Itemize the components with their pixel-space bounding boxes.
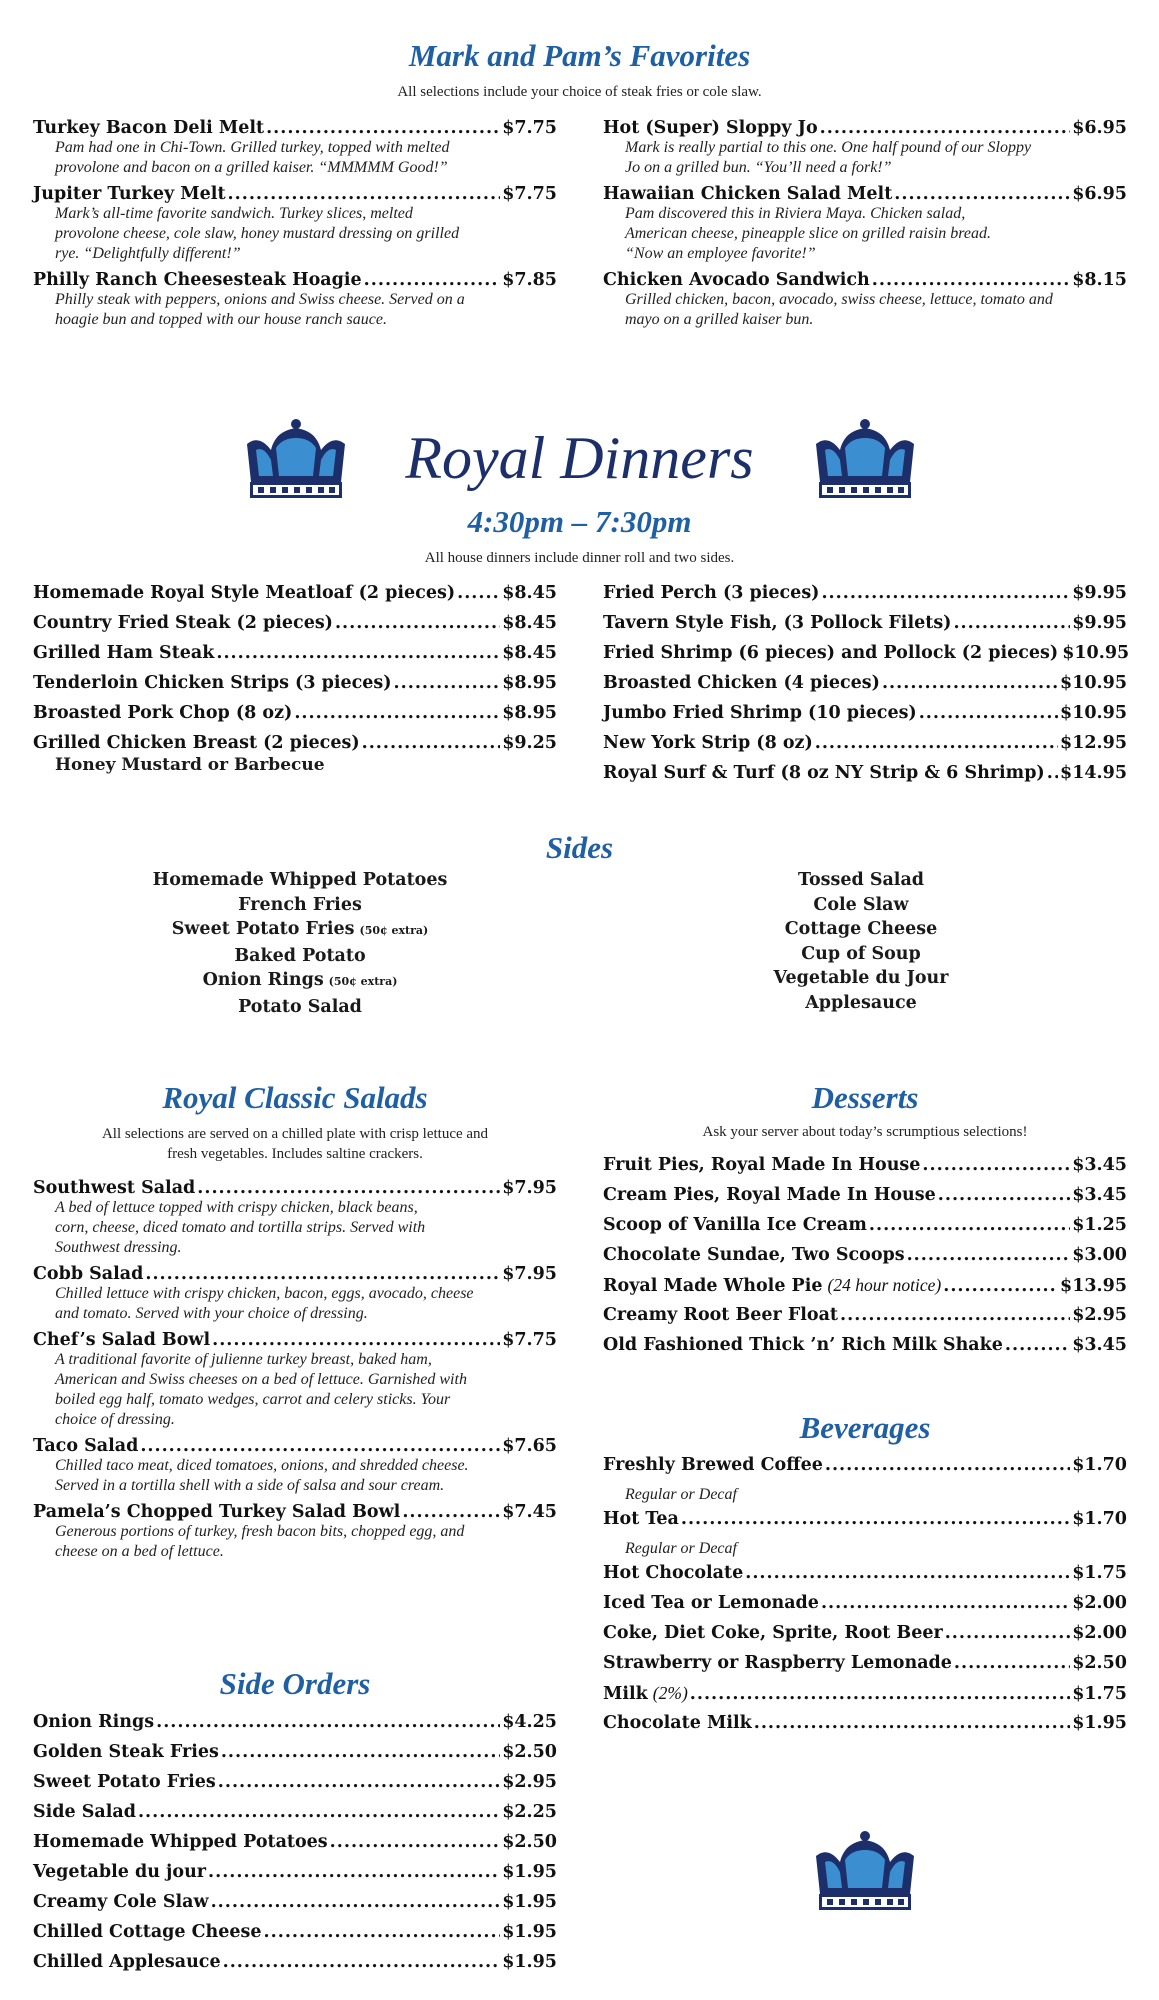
menu-item-row [33, 1436, 557, 1456]
item-name: Tenderloin Chicken Strips (3 pieces) [33, 673, 392, 693]
item-price: $9.95 [1072, 613, 1127, 633]
item-name: Jumbo Fried Shrimp (10 pieces) [603, 703, 917, 723]
item-name: Vegetable du jour [33, 1862, 207, 1882]
menu-item-row [603, 184, 1127, 204]
menu-item-row [603, 1593, 1127, 1623]
item-name: Milk [603, 1684, 648, 1704]
menu-item-row [603, 1155, 1127, 1185]
dinners-note: All house dinners include dinner roll and two sides. [424, 550, 735, 566]
item-price: $1.75 [1072, 1563, 1127, 1583]
menu-item-row [33, 1772, 557, 1802]
item-description-line: Generous portions of turkey, fresh bacon bits, chopped egg, and [55, 1523, 465, 1540]
item-name: Chilled Applesauce [33, 1952, 221, 1972]
salads-note-line: All selections are served on a chilled plate with crisp lettuce and [101, 1126, 489, 1142]
leader-dots [754, 1713, 1070, 1733]
item-name: Taco Salad [33, 1436, 139, 1456]
menu-item-row [603, 1683, 1127, 1713]
side-item-name: French Fries [238, 894, 362, 915]
dinners-right-column [603, 583, 1130, 793]
item-price: $2.50 [502, 1742, 557, 1762]
leader-dots [294, 703, 500, 723]
leader-dots [869, 1215, 1070, 1235]
menu-item-row [33, 1922, 557, 1952]
menu-item-row [33, 583, 557, 613]
item-price: $4.25 [502, 1712, 557, 1732]
leader-dots [138, 1802, 500, 1822]
menu-item-row [603, 270, 1127, 290]
item-name: Tavern Style Fish, (3 Pollock Filets) [603, 613, 952, 633]
item-name: Grilled Chicken Breast (2 pieces) [33, 733, 360, 753]
item-name: Pamela’s Chopped Turkey Salad Bowl [33, 1502, 401, 1522]
item-name: Chef’s Salad Bowl [33, 1330, 211, 1350]
item-price: $3.45 [1072, 1185, 1127, 1205]
item-name: Hot Chocolate [603, 1563, 744, 1583]
item-price: $2.25 [502, 1802, 557, 1822]
leader-dots [872, 270, 1070, 290]
item-name: Homemade Royal Style Meatloaf (2 pieces) [33, 583, 456, 603]
leader-dots [938, 1185, 1070, 1205]
item-name: Fruit Pies, Royal Made In House [603, 1155, 921, 1175]
leader-dots [943, 1276, 1058, 1296]
item-name: Fried Shrimp (6 pieces) and Pollock (2 pieces) [603, 643, 1059, 663]
item-name: Broasted Chicken (4 pieces) [603, 673, 880, 693]
item-description-line: Pam discovered this in Riviera Maya. Chicken salad, [625, 205, 966, 222]
side-orders-list [33, 1712, 557, 1982]
menu-item-row [33, 1862, 557, 1892]
item-description-line: A bed of lettuce topped with crispy chicken, black beans, [55, 1199, 418, 1216]
item-price: $8.95 [502, 673, 557, 693]
item-price: $1.75 [1072, 1684, 1127, 1704]
item-description [33, 138, 557, 178]
desserts-list [603, 1155, 1127, 1365]
side-item-name: Homemade Whipped Potatoes [152, 870, 448, 890]
side-item-name: Cottage Cheese [784, 919, 938, 939]
menu-item-row [603, 703, 1127, 733]
salads-title: Royal Classic Salads [162, 1080, 428, 1115]
item-name: New York Strip (8 oz) [603, 733, 813, 753]
salads-note-line: fresh vegetables. Includes saltine crackers. [167, 1146, 423, 1162]
item-price: $2.50 [1072, 1653, 1127, 1673]
menu-item-row [603, 1305, 1127, 1335]
side-item [100, 944, 500, 969]
menu-item-row [603, 613, 1127, 643]
menu-item-row [33, 1178, 557, 1198]
leader-dots [815, 733, 1058, 753]
menu-item-row [603, 643, 1130, 673]
item-price: $6.95 [1072, 118, 1127, 138]
item-description-line: “Now an employee favorite!” [625, 245, 816, 262]
leader-dots [208, 1862, 500, 1882]
menu-item-row [33, 643, 557, 673]
item-description [33, 1456, 557, 1496]
item-price: $2.00 [1072, 1623, 1127, 1643]
item-price: $8.95 [502, 703, 557, 723]
item-name: Scoop of Vanilla Ice Cream [603, 1215, 867, 1235]
side-item-name: Onion Rings [202, 970, 324, 990]
item-name: Chocolate Milk [603, 1713, 752, 1733]
item-name: Hot (Super) Sloppy Jo [603, 118, 818, 138]
item-description-line: rye. “Delightfully different!” [55, 245, 241, 262]
item-description-line: cheese on a bed of lettuce. [55, 1543, 224, 1560]
item-note: (2%) [652, 1683, 688, 1703]
item-name: Freshly Brewed Coffee [603, 1455, 823, 1475]
dinners-hours: 4:30pm – 7:30pm [467, 504, 692, 539]
side-item [661, 868, 1061, 893]
item-description-line: and tomato. Served with your choice of dressing. [55, 1305, 368, 1322]
side-item-name: Vegetable du Jour [773, 968, 949, 988]
item-price: $2.95 [502, 1772, 557, 1792]
item-name: Homemade Whipped Potatoes [33, 1832, 328, 1852]
menu-item-row [33, 1264, 557, 1284]
menu-item-row [603, 1713, 1127, 1743]
item-name: Fried Perch (3 pieces) [603, 583, 820, 603]
item-description-line: Chilled taco meat, diced tomatoes, onions, and shredded cheese. [55, 1457, 469, 1474]
item-price: $13.95 [1060, 1276, 1127, 1296]
item-name: Strawberry or Raspberry Lemonade [603, 1653, 952, 1673]
item-description-line: American and Swiss cheeses on a bed of lettuce. Garnished with [55, 1371, 467, 1388]
leader-dots [882, 673, 1058, 693]
item-price: $14.95 [1060, 763, 1127, 783]
menu-item-row [33, 118, 557, 138]
item-name: Iced Tea or Lemonade [603, 1593, 819, 1613]
item-price: $3.00 [1072, 1245, 1127, 1265]
item-name: Royal Surf & Turf (8 oz NY Strip & 6 Shrimp) [603, 763, 1045, 783]
menu-item-row [33, 703, 557, 733]
item-price: $7.95 [502, 1264, 557, 1284]
item-name: Sweet Potato Fries [33, 1772, 216, 1792]
salads-list [33, 1178, 557, 1568]
item-price: $2.00 [1072, 1593, 1127, 1613]
leader-dots [825, 1455, 1070, 1475]
item-description-line: mayo on a grilled kaiser bun. [625, 311, 814, 328]
item-price: $1.25 [1072, 1215, 1127, 1235]
sides-title: Sides [545, 830, 614, 865]
item-name: Chilled Cottage Cheese [33, 1922, 262, 1942]
side-item-name: Sweet Potato Fries [171, 919, 355, 939]
item-description [603, 138, 1127, 178]
item-name: Turkey Bacon Deli Melt [33, 118, 265, 138]
dinner-sauce-options: Honey Mustard or Barbecue [55, 755, 325, 775]
side-item-extra: (50¢ extra) [328, 975, 398, 988]
leader-dots [266, 118, 500, 138]
leader-dots [1047, 763, 1058, 783]
menu-item-row [33, 1952, 557, 1982]
menu-item-row [603, 1455, 1127, 1485]
leader-dots [402, 1502, 500, 1522]
item-price: $8.45 [502, 643, 557, 663]
item-description-line: boiled egg half, tomato wedges, carrot and celery sticks. Your [55, 1391, 451, 1408]
item-price: $7.45 [502, 1502, 557, 1522]
side-item [100, 968, 500, 995]
item-price: $8.45 [502, 613, 557, 633]
menu-item-row [603, 1509, 1127, 1539]
item-description [33, 1198, 557, 1258]
leader-dots [820, 118, 1071, 138]
item-description-line: hoagie bun and topped with our house ranch sauce. [55, 311, 387, 328]
item-price: $1.95 [502, 1862, 557, 1882]
menu-item-row [33, 613, 557, 643]
item-name: Coke, Diet Coke, Sprite, Root Beer [603, 1623, 943, 1643]
salads-note [33, 1124, 557, 1164]
item-price: $7.85 [502, 270, 557, 290]
item-description-line: A traditional favorite of julienne turkey breast, baked ham, [55, 1351, 432, 1368]
menu-item-row [603, 1335, 1127, 1365]
leader-dots [223, 1952, 501, 1972]
item-description [33, 290, 557, 330]
side-item-name: Potato Salad [238, 996, 362, 1017]
leader-dots [821, 1593, 1070, 1613]
item-description [33, 1522, 557, 1562]
desserts-note: Ask your server about today’s scrumptious selections! [702, 1124, 1028, 1140]
side-item [661, 991, 1061, 1016]
item-price: $1.70 [1072, 1509, 1127, 1529]
item-price: $10.95 [1060, 673, 1127, 693]
item-note: (24 hour notice) [827, 1275, 942, 1295]
side-orders-title: Side Orders [219, 1666, 371, 1701]
leader-dots [216, 643, 500, 663]
item-price: $10.95 [1062, 643, 1130, 663]
side-item [100, 868, 500, 893]
item-description-line: provolone and bacon on a grilled kaiser. “MMMMM Good!” [55, 159, 448, 176]
item-description-line: corn, cheese, diced tomato and tortilla strips. Served with [55, 1219, 426, 1236]
item-description-line: Grilled chicken, bacon, avocado, swiss cheese, lettuce, tomato and [625, 291, 1053, 308]
menu-item-row [33, 1892, 557, 1922]
item-price: $3.45 [1072, 1335, 1127, 1355]
menu-item-row [603, 1563, 1127, 1593]
leader-dots [457, 583, 500, 603]
leader-dots [919, 703, 1058, 723]
dinners-left-column [33, 583, 557, 775]
item-description-line: Philly steak with peppers, onions and Swiss cheese. Served on a [55, 291, 465, 308]
side-item [100, 917, 500, 944]
item-price: $1.95 [502, 1922, 557, 1942]
item-name: Creamy Root Beer Float [603, 1305, 839, 1325]
menu-item-row [603, 1623, 1127, 1653]
leader-dots [954, 1653, 1070, 1673]
item-description-line: Jo on a grilled bun. “You’ll need a fork!” [625, 159, 892, 176]
side-item [100, 995, 500, 1020]
beverages-title: Beverages [799, 1410, 931, 1445]
item-subtext: Regular or Decaf [625, 1486, 737, 1503]
leader-dots [745, 1563, 1070, 1583]
item-price: $7.75 [502, 1330, 557, 1350]
sides-left-list [100, 868, 500, 1019]
item-name: Cream Pies, Royal Made In House [603, 1185, 936, 1205]
item-description-line: choice of dressing. [55, 1411, 175, 1428]
item-description-line: Pam had one in Chi-Town. Grilled turkey, topped with melted [55, 139, 450, 156]
menu-item-row [603, 673, 1127, 703]
side-item [661, 917, 1061, 942]
menu-item-row [603, 1185, 1127, 1215]
side-item-name: Applesauce [805, 992, 917, 1013]
menu-item-row [603, 1245, 1127, 1275]
item-name: Onion Rings [33, 1712, 155, 1732]
item-name: Jupiter Turkey Melt [33, 184, 226, 204]
item-name: Country Fried Steak (2 pieces) [33, 613, 333, 633]
beverages-list [603, 1455, 1127, 1743]
item-name: Philly Ranch Cheesesteak Hoagie [33, 270, 362, 290]
item-description-line: provolone cheese, cole slaw, honey mustard dressing on grilled [55, 225, 460, 242]
menu-item-row [603, 118, 1127, 138]
crown-icon [812, 1828, 918, 1914]
item-description-line: Served in a tortilla shell with a side of salsa and sour cream. [55, 1477, 445, 1494]
leader-dots [690, 1684, 1070, 1704]
side-item-name: Cole Slaw [813, 894, 909, 915]
item-description [33, 204, 557, 264]
item-price: $1.95 [502, 1892, 557, 1912]
item-price: $9.25 [502, 733, 557, 753]
item-price: $9.95 [1072, 583, 1127, 603]
item-description [33, 1284, 557, 1324]
leader-dots [394, 673, 501, 693]
side-item-name: Tossed Salad [797, 870, 925, 890]
menu-item-row [603, 1215, 1127, 1245]
item-price: $7.65 [502, 1436, 557, 1456]
leader-dots [197, 1178, 500, 1198]
item-subtext: Regular or Decaf [625, 1540, 737, 1557]
leader-dots [945, 1623, 1070, 1643]
item-description-line: Chilled lettuce with crispy chicken, bacon, eggs, avocado, cheese [55, 1285, 474, 1302]
side-item [661, 966, 1061, 991]
leader-dots [907, 1245, 1071, 1265]
item-description-line: American cheese, pineapple slice on grilled raisin bread. [625, 225, 991, 242]
item-name: Chicken Avocado Sandwich [603, 270, 870, 290]
item-description-line: Mark’s all-time favorite sandwich. Turkey slices, melted [55, 205, 413, 222]
favorites-left-column [33, 116, 557, 336]
leader-dots [221, 1742, 500, 1762]
leader-dots [922, 1155, 1070, 1175]
item-price: $8.15 [1072, 270, 1127, 290]
item-price: $8.45 [502, 583, 557, 603]
leader-dots [218, 1772, 500, 1792]
menu-item-row [603, 1275, 1127, 1305]
item-description-line: Southwest dressing. [55, 1239, 182, 1256]
menu-item-row [33, 1502, 557, 1522]
leader-dots [840, 1305, 1070, 1325]
menu-item-row [603, 733, 1127, 763]
item-description [33, 1350, 557, 1430]
item-price: $2.50 [502, 1832, 557, 1852]
item-price: $1.95 [1072, 1713, 1127, 1733]
item-description [603, 204, 1127, 264]
menu-item-row [603, 763, 1127, 793]
favorites-title: Mark and Pam’s Favorites [408, 38, 751, 73]
menu-item-row [33, 673, 557, 703]
item-price: $7.95 [502, 1178, 557, 1198]
item-name: Golden Steak Fries [33, 1742, 219, 1762]
menu-item-row [603, 1653, 1127, 1683]
side-item-name: Cup of Soup [801, 943, 921, 964]
item-description [603, 290, 1127, 330]
side-item [100, 893, 500, 918]
dinners-title: Royal Dinners [405, 425, 754, 491]
item-price: $7.75 [502, 184, 557, 204]
item-price: $10.95 [1060, 703, 1127, 723]
favorites-right-column [603, 116, 1127, 336]
item-name: Broasted Pork Chop (8 oz) [33, 703, 293, 723]
item-name: Royal Made Whole Pie [603, 1276, 823, 1296]
item-name: Hot Tea [603, 1509, 679, 1529]
menu-item-row [33, 270, 557, 290]
item-name: Southwest Salad [33, 1178, 196, 1198]
leader-dots [145, 1264, 500, 1284]
leader-dots [364, 270, 501, 290]
leader-dots [264, 1922, 501, 1942]
desserts-title: Desserts [811, 1080, 919, 1115]
item-price: $1.70 [1072, 1455, 1127, 1475]
menu-item-row [33, 1832, 557, 1862]
item-price: $12.95 [1060, 733, 1127, 753]
item-description-line: Mark is really partial to this one. One half pound of our Sloppy [625, 139, 1032, 156]
leader-dots [681, 1509, 1070, 1529]
item-price: $7.75 [502, 118, 557, 138]
item-name: Cobb Salad [33, 1264, 144, 1284]
leader-dots [821, 583, 1070, 603]
item-name: Old Fashioned Thick ’n’ Rich Milk Shake [603, 1335, 1003, 1355]
leader-dots [335, 613, 500, 633]
leader-dots [211, 1892, 501, 1912]
menu-item-row [603, 583, 1127, 613]
side-item-name: Baked Potato [234, 945, 366, 966]
item-name: Chocolate Sundae, Two Scoops [603, 1245, 905, 1265]
item-price: $6.95 [1072, 184, 1127, 204]
menu-item-row [33, 1742, 557, 1772]
leader-dots [212, 1330, 500, 1350]
item-name: Side Salad [33, 1802, 136, 1822]
sides-right-list [661, 868, 1061, 1015]
leader-dots [894, 184, 1070, 204]
leader-dots [362, 733, 501, 753]
item-name: Grilled Ham Steak [33, 643, 215, 663]
side-item-extra: (50¢ extra) [359, 924, 429, 937]
menu-item-row [33, 184, 557, 204]
leader-dots [330, 1832, 501, 1852]
item-price: $3.45 [1072, 1155, 1127, 1175]
side-item [661, 893, 1061, 918]
leader-dots [228, 184, 501, 204]
menu-item-row [33, 1330, 557, 1350]
item-name: Hawaiian Chicken Salad Melt [603, 184, 893, 204]
leader-dots [1005, 1335, 1070, 1355]
leader-dots [953, 613, 1070, 633]
leader-dots [156, 1712, 500, 1732]
item-name: Creamy Cole Slaw [33, 1892, 209, 1912]
favorites-note: All selections include your choice of steak fries or cole slaw. [397, 84, 762, 100]
item-price: $1.95 [502, 1952, 557, 1972]
menu-item-row [33, 1712, 557, 1742]
item-price: $2.95 [1072, 1305, 1127, 1325]
side-item [661, 942, 1061, 967]
leader-dots [140, 1436, 500, 1456]
menu-item-row [33, 1802, 557, 1832]
